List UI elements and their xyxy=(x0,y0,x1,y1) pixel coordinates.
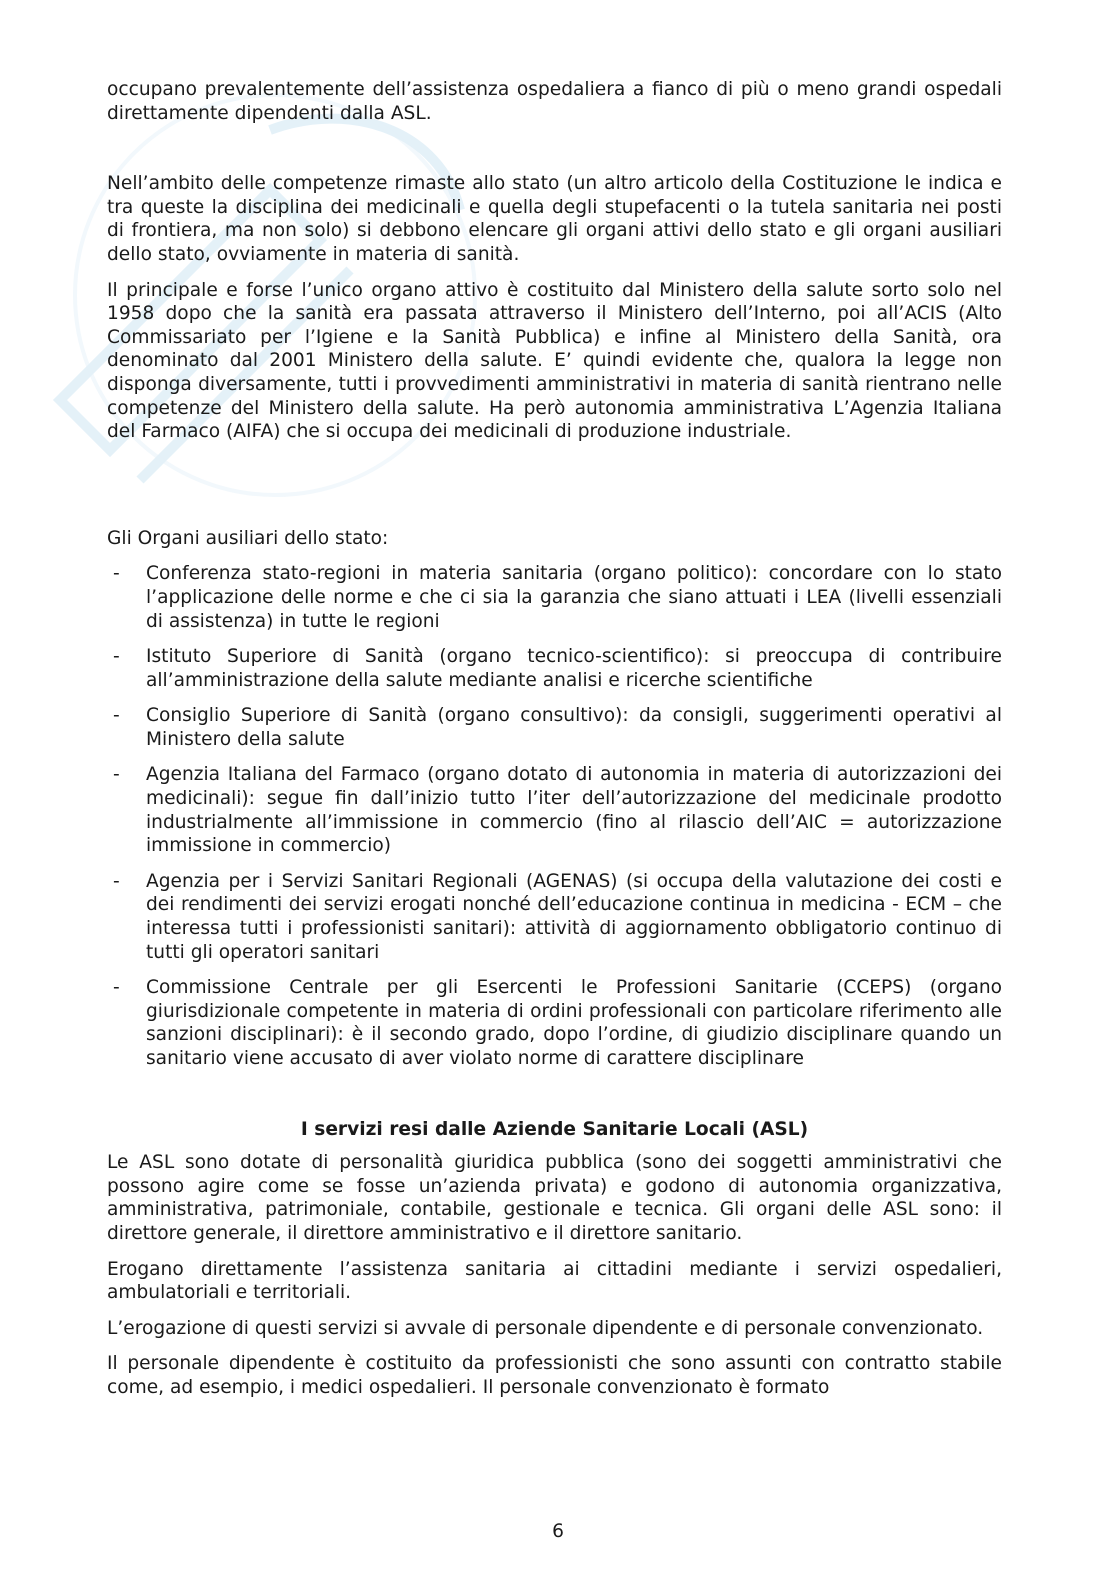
dash-bullet: - xyxy=(113,764,120,786)
paragraph-erogazione: L’erogazione di questi servizi si avvale di personale dipendente e di personale convenzionato. xyxy=(107,1317,984,1339)
document-page xyxy=(107,78,1002,1400)
list-item: - Agenzia Italiana del Farmaco (organo dotato di autonomia in materia di autorizzazioni dei medicinali): segue fin dall’inizio tutto l’iter dell’autorizzazione del medicinale prodotto industrialmente all’immissione in commercio (fino al rilascio dell’AIC = autorizzazione immissione in commercio) xyxy=(113,764,1002,857)
paragraph-ministero-salute: Il principale e forse l’unico organo attivo è costituito dal Ministero della salute sorto solo nel 1958 dopo che la sanità era passata attraverso il Ministero dell’Interno, poi all’ACIS (Alto Commissariato per l’Igiene e la Sanità Pubblica) e infine al Ministero della Sanità, ora denominato dal 2001 Ministero della salute. E’ quindi evidente che, qualora la legge non disponga diversamente, tutti i provvedimenti amministrativi in materia di sanità rientrano nelle competenze del Ministero della salute. Ha però autonomia amministrativa L’Agenzia Italiana del Farmaco (AIFA) che si occupa dei medicinali di produzione industriale. xyxy=(107,279,1002,443)
section-heading: I servizi resi dalle Aziende Sanitarie Locali (ASL) xyxy=(300,1118,809,1140)
list-item: - Istituto Superiore di Sanità (organo tecnico-scientifico): si preoccupa di contribuire all’amministrazione della salute mediante analisi e ricerche scientifiche xyxy=(113,646,1002,691)
organi-ausiliari-list xyxy=(107,562,1002,1070)
organi-ausiliari-intro: Gli Organi ausiliari dello stato: xyxy=(107,527,389,549)
paragraph-personale: Il personale dipendente è costituito da professionisti che sono assunti con contratto stabile come, ad esempio, i medici ospedalieri. Il personale convenzionato è formato xyxy=(107,1353,1002,1398)
page-number: 6 xyxy=(552,1521,564,1542)
dash-bullet: - xyxy=(113,977,120,999)
paragraph-erogano: Erogano direttamente l’assistenza sanitaria ai cittadini mediante i servizi ospedalieri, ambulatoriali e territoriali. xyxy=(107,1258,1002,1304)
dash-bullet: - xyxy=(113,705,120,727)
list-item: - Agenzia per i Servizi Sanitari Regionali (AGENAS) (si occupa della valutazione dei costi e dei rendimenti dei servizi erogati nonché dell’educazione continua in medicina - ECM – che interessa tutti i professionisti sanitari): attività di aggiornamento obbligatorio continuo di tutti gli operatori sanitari xyxy=(113,870,1002,963)
paragraph-asl-personalita: Le ASL sono dotate di personalità giuridica pubblica (sono dei soggetti amministrativi che possono agire come se fosse un’azienda privata) e godono di autonomia organizzativa, amministrativa, patrimoniale, contabile, gestionale e tecnica. Gli organi delle ASL sono: il direttore generale, il direttore amministrativo e il direttore sanitario. xyxy=(107,1152,1002,1244)
paragraph-asl-ospedali: occupano prevalentemente dell’assistenza ospedaliera a fianco di più o meno grandi ospedali direttamente dipendenti dalla ASL. xyxy=(107,79,1002,124)
list-item: - Consiglio Superiore di Sanità (organo consultivo): da consigli, suggerimenti operativi al Ministero della salute xyxy=(113,705,1002,750)
dash-bullet: - xyxy=(113,563,120,585)
dash-bullet: - xyxy=(113,646,120,668)
dash-bullet: - xyxy=(113,870,120,892)
list-item: - Commissione Centrale per gli Esercenti le Professioni Sanitarie (CCEPS) (organo giurisdizionale competente in materia di ordini professionali con particolare riferimento alle sanzioni disciplinari): è il secondo grado, dopo l’ordine, di giudizio disciplinare quando un sanitario viene accusato di aver violato norme di carattere disciplinare xyxy=(113,977,1002,1069)
paragraph-competenze-stato: Nell’ambito delle competenze rimaste allo stato (un altro articolo della Costituzione le indica e tra queste la disciplina dei medicinali e quella degli stupefacenti o la tutela sanitaria nei posti di frontiera, ma non solo) si debbono elencare gli organi attivi dello stato e gli organi ausiliari dello stato, ovviamente in materia di sanità. xyxy=(107,173,1002,265)
list-item: - Conferenza stato-regioni in materia sanitaria (organo politico): concordare con lo stato l’applicazione delle norme e che ci sia la garanzia che siano attuati i LEA (livelli essenziali di assistenza) in tutte le regioni xyxy=(113,563,1002,632)
